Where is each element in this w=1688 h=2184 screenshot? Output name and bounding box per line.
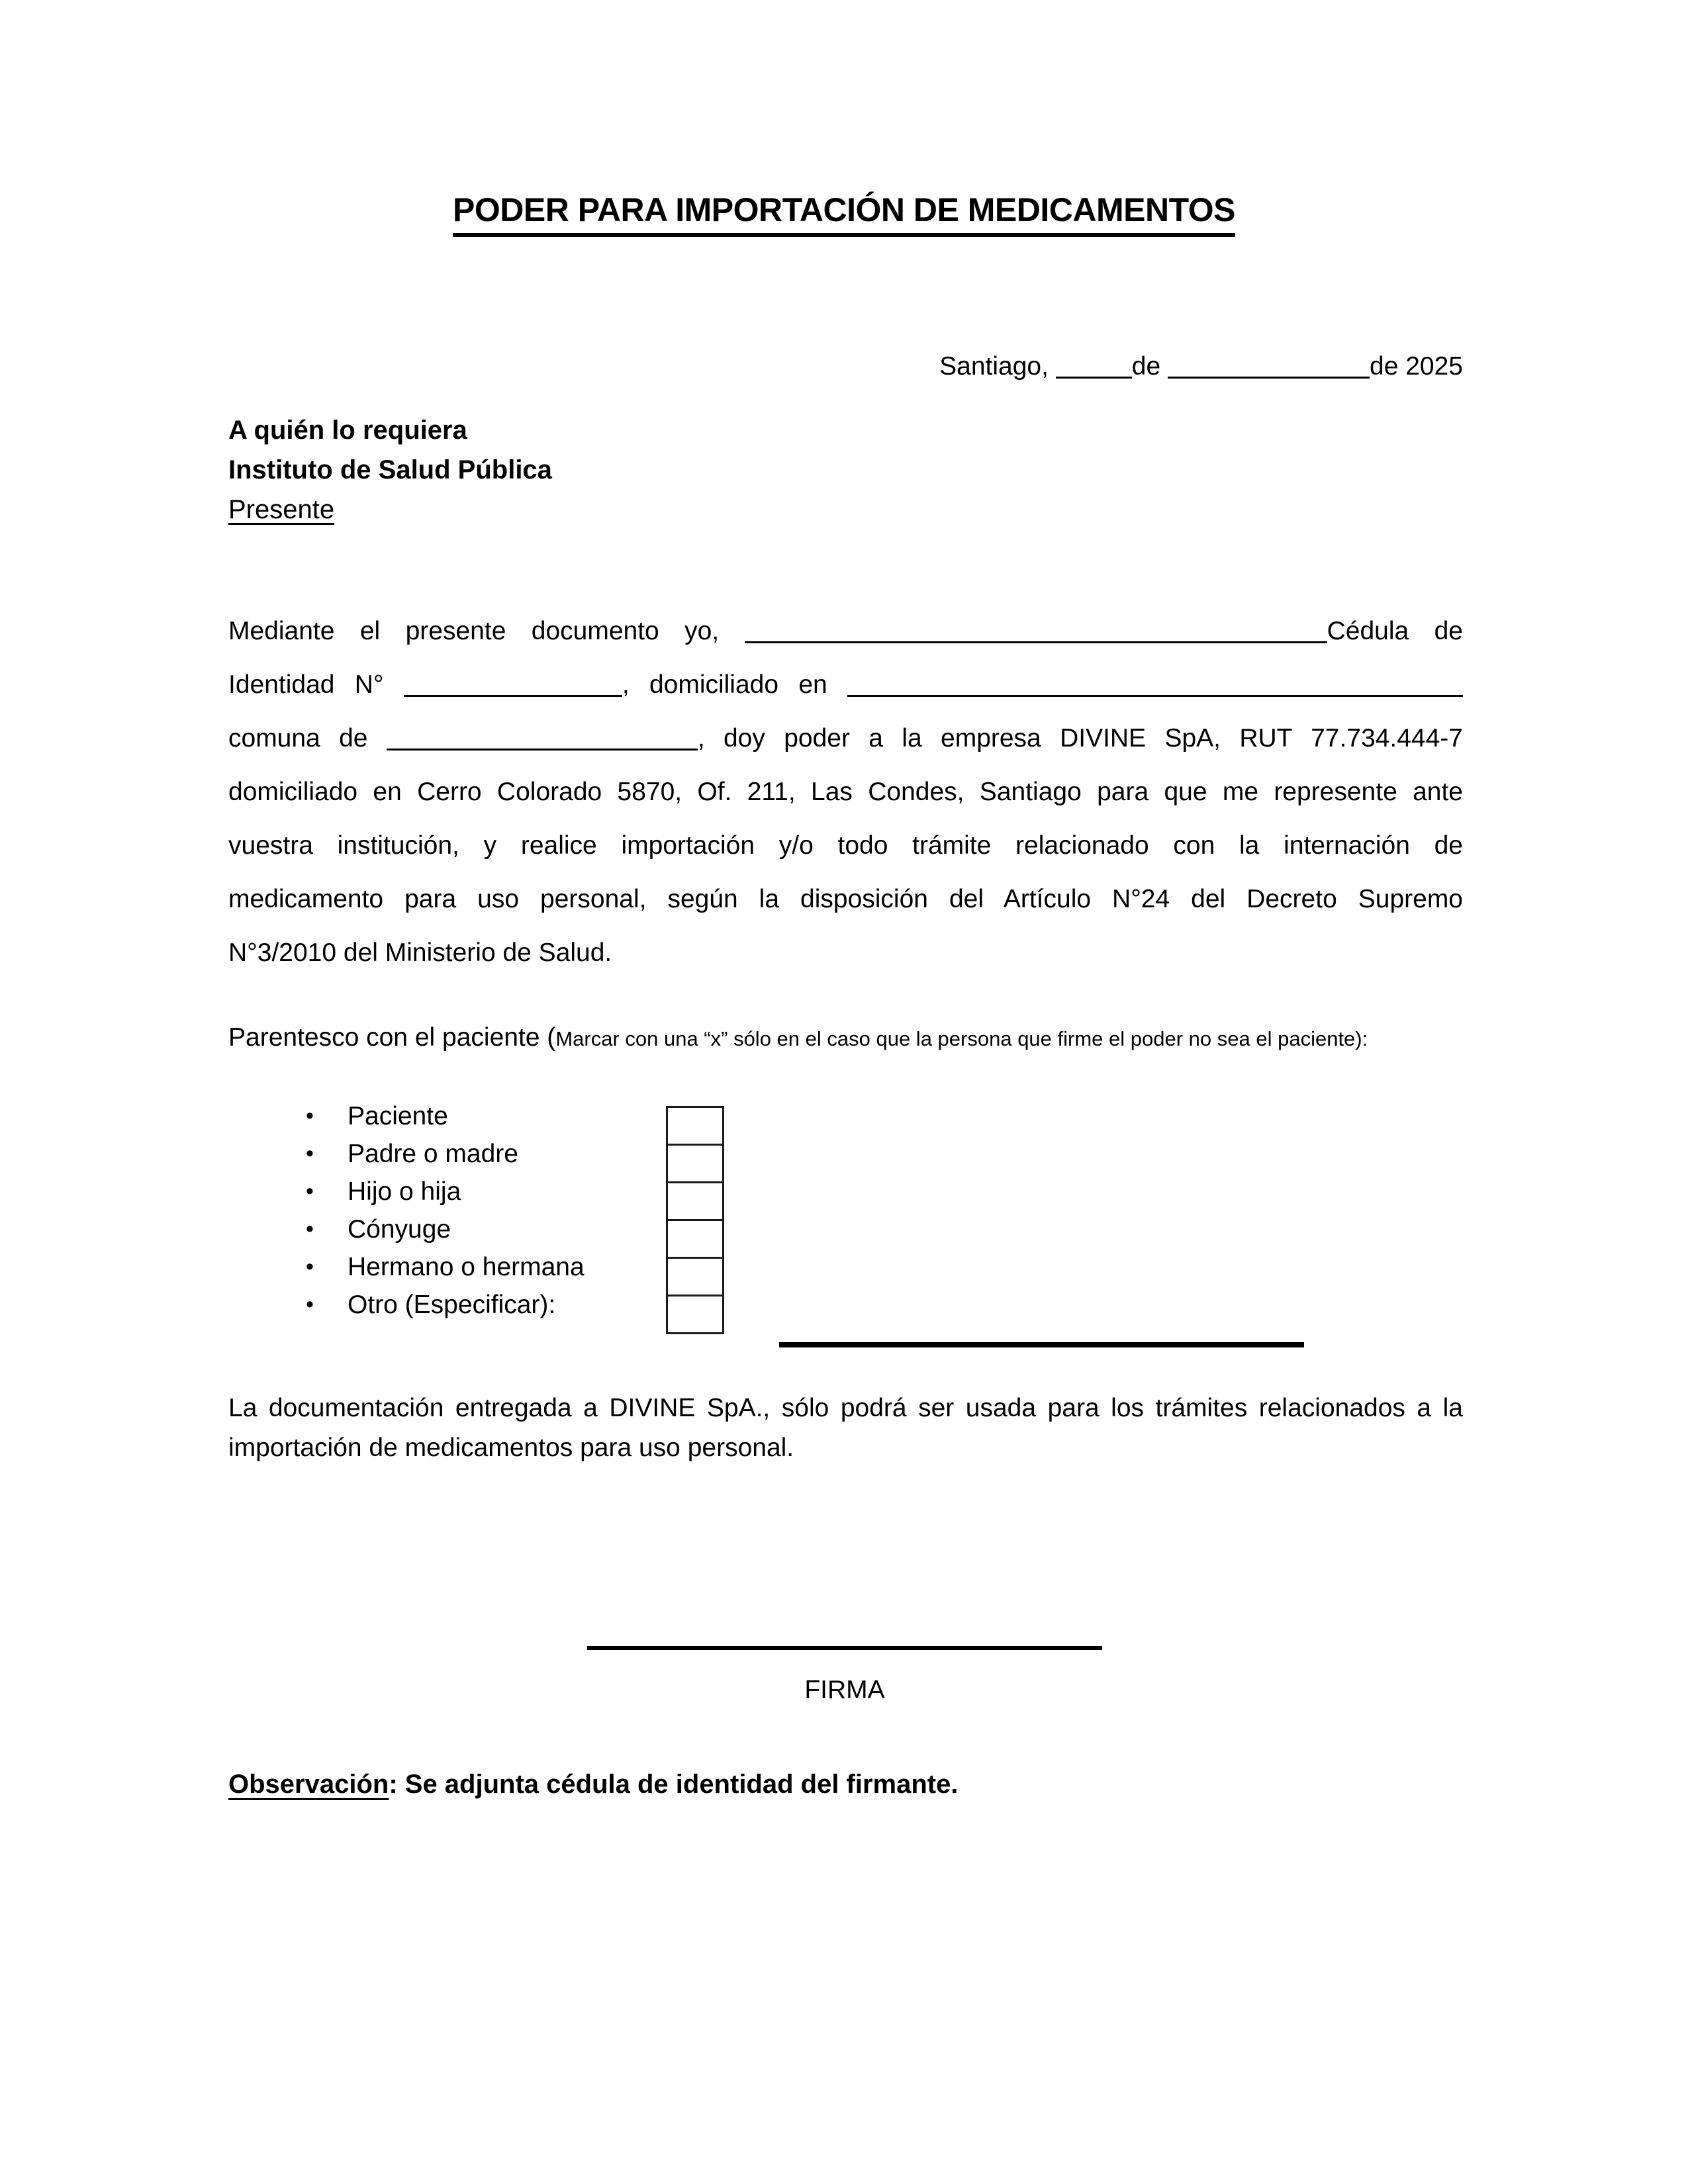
relationship-heading-note: Marcar con una “x” sólo en el caso que la persona que firme el poder no sea el paciente): bbox=[555, 1027, 1368, 1050]
paragraph-line-4: domiciliado en Cerro Colorado 5870, Of. 211, Las Condes, Santiago para que me represente ante bbox=[228, 778, 1463, 806]
list-item-label: Paciente bbox=[348, 1102, 448, 1130]
list-item-label: Otro (Especificar): bbox=[348, 1291, 556, 1319]
addressee-block bbox=[228, 410, 1463, 529]
date-day-blank[interactable] bbox=[1056, 374, 1132, 379]
list-item-hijo-o-hija bbox=[228, 1173, 1463, 1210]
list-item-label: Cónyuge bbox=[348, 1215, 451, 1244]
checkbox-padre-o-madre[interactable] bbox=[666, 1144, 724, 1183]
bullet-icon: • bbox=[306, 1103, 314, 1128]
date-month-blank[interactable] bbox=[1168, 374, 1370, 379]
bullet-icon: • bbox=[306, 1216, 314, 1242]
bullet-icon: • bbox=[306, 1179, 314, 1204]
paragraph-line-3-tail: , doy poder a la empresa DIVINE SpA, RUT 77.734.444-7 bbox=[697, 724, 1463, 752]
list-item-conyuge bbox=[228, 1210, 1463, 1248]
relationship-options-list bbox=[228, 1097, 1463, 1324]
paragraph-line-2-text: Identidad N° bbox=[228, 670, 384, 699]
usage-note-line-2: importación de medicamentos para uso personal. bbox=[228, 1433, 794, 1462]
checkbox-hijo-o-hija[interactable] bbox=[666, 1181, 724, 1221]
bullet-icon: • bbox=[306, 1141, 314, 1166]
checkbox-hermano-o-hermana[interactable] bbox=[666, 1257, 724, 1297]
address-blank[interactable] bbox=[847, 692, 1463, 697]
observation-label: Observación bbox=[228, 1770, 389, 1799]
relationship-heading-main: Parentesco con el paciente ( bbox=[228, 1023, 556, 1052]
bullet-icon: • bbox=[306, 1292, 314, 1317]
list-item-otro-especificar bbox=[228, 1286, 1463, 1324]
date-de2: de 2025 bbox=[1370, 352, 1463, 381]
date-line bbox=[228, 347, 1463, 387]
relationship-checkbox-column bbox=[666, 1106, 724, 1334]
observation-text: : Se adjunta cédula de identidad del firmante. bbox=[389, 1770, 959, 1799]
paragraph-line-1-text: Mediante el presente documento yo, bbox=[228, 617, 720, 645]
observation-note bbox=[228, 1764, 1463, 1804]
paragraph-line-3 bbox=[228, 711, 1463, 765]
date-de1: de bbox=[1131, 352, 1161, 381]
id-number-blank[interactable] bbox=[404, 692, 622, 697]
checkbox-paciente[interactable] bbox=[666, 1106, 724, 1146]
usage-note bbox=[228, 1388, 1463, 1468]
paragraph-line-1-tail: Cédula de bbox=[1327, 617, 1463, 645]
paragraph-line-3-text: comuna de bbox=[228, 724, 368, 752]
date-city: Santiago, bbox=[939, 352, 1049, 381]
paragraph-line-2-mid: , domiciliado en bbox=[622, 670, 827, 699]
grantor-name-blank[interactable] bbox=[745, 639, 1327, 643]
list-item-label: Padre o madre bbox=[348, 1140, 518, 1168]
checkbox-otro[interactable] bbox=[666, 1295, 724, 1334]
paragraph-line-1 bbox=[228, 604, 1463, 658]
list-item-padre-o-madre bbox=[228, 1135, 1463, 1173]
paragraph-line-6: medicamento para uso personal, según la disposición del Artículo N°24 del Decreto Supremo bbox=[228, 885, 1463, 913]
bullet-icon: • bbox=[306, 1254, 314, 1279]
paragraph-line-5: vuestra institución, y realice importación y/o todo trámite relacionado con la internación de bbox=[228, 831, 1463, 860]
main-paragraph bbox=[228, 604, 1463, 979]
otro-especificar-blank[interactable] bbox=[779, 1342, 1304, 1347]
signature-label: FIRMA bbox=[804, 1676, 885, 1704]
signature-line[interactable] bbox=[587, 1646, 1102, 1650]
comuna-blank[interactable] bbox=[387, 746, 698, 751]
addressee-line-3: Presente bbox=[228, 495, 335, 524]
usage-note-line-1: La documentación entregada a DIVINE SpA., sólo podrá ser usada para los trámites relacionados a la bbox=[228, 1394, 1463, 1422]
addressee-line-2: Instituto de Salud Pública bbox=[228, 455, 552, 484]
checkbox-conyuge[interactable] bbox=[666, 1219, 724, 1259]
list-item-hermano-o-hermana bbox=[228, 1248, 1463, 1286]
paragraph-line-2 bbox=[228, 658, 1463, 711]
list-item-label: Hermano o hermana bbox=[348, 1253, 585, 1281]
relationship-heading bbox=[228, 1018, 1463, 1058]
list-item-label: Hijo o hija bbox=[348, 1177, 461, 1206]
title-row bbox=[0, 191, 1688, 237]
addressee-line-1: A quién lo requiera bbox=[228, 416, 467, 445]
list-item-paciente bbox=[228, 1097, 1463, 1135]
document-title: PODER PARA IMPORTACIÓN DE MEDICAMENTOS bbox=[453, 191, 1235, 237]
paragraph-line-7: N°3/2010 del Ministerio de Salud. bbox=[228, 938, 612, 967]
